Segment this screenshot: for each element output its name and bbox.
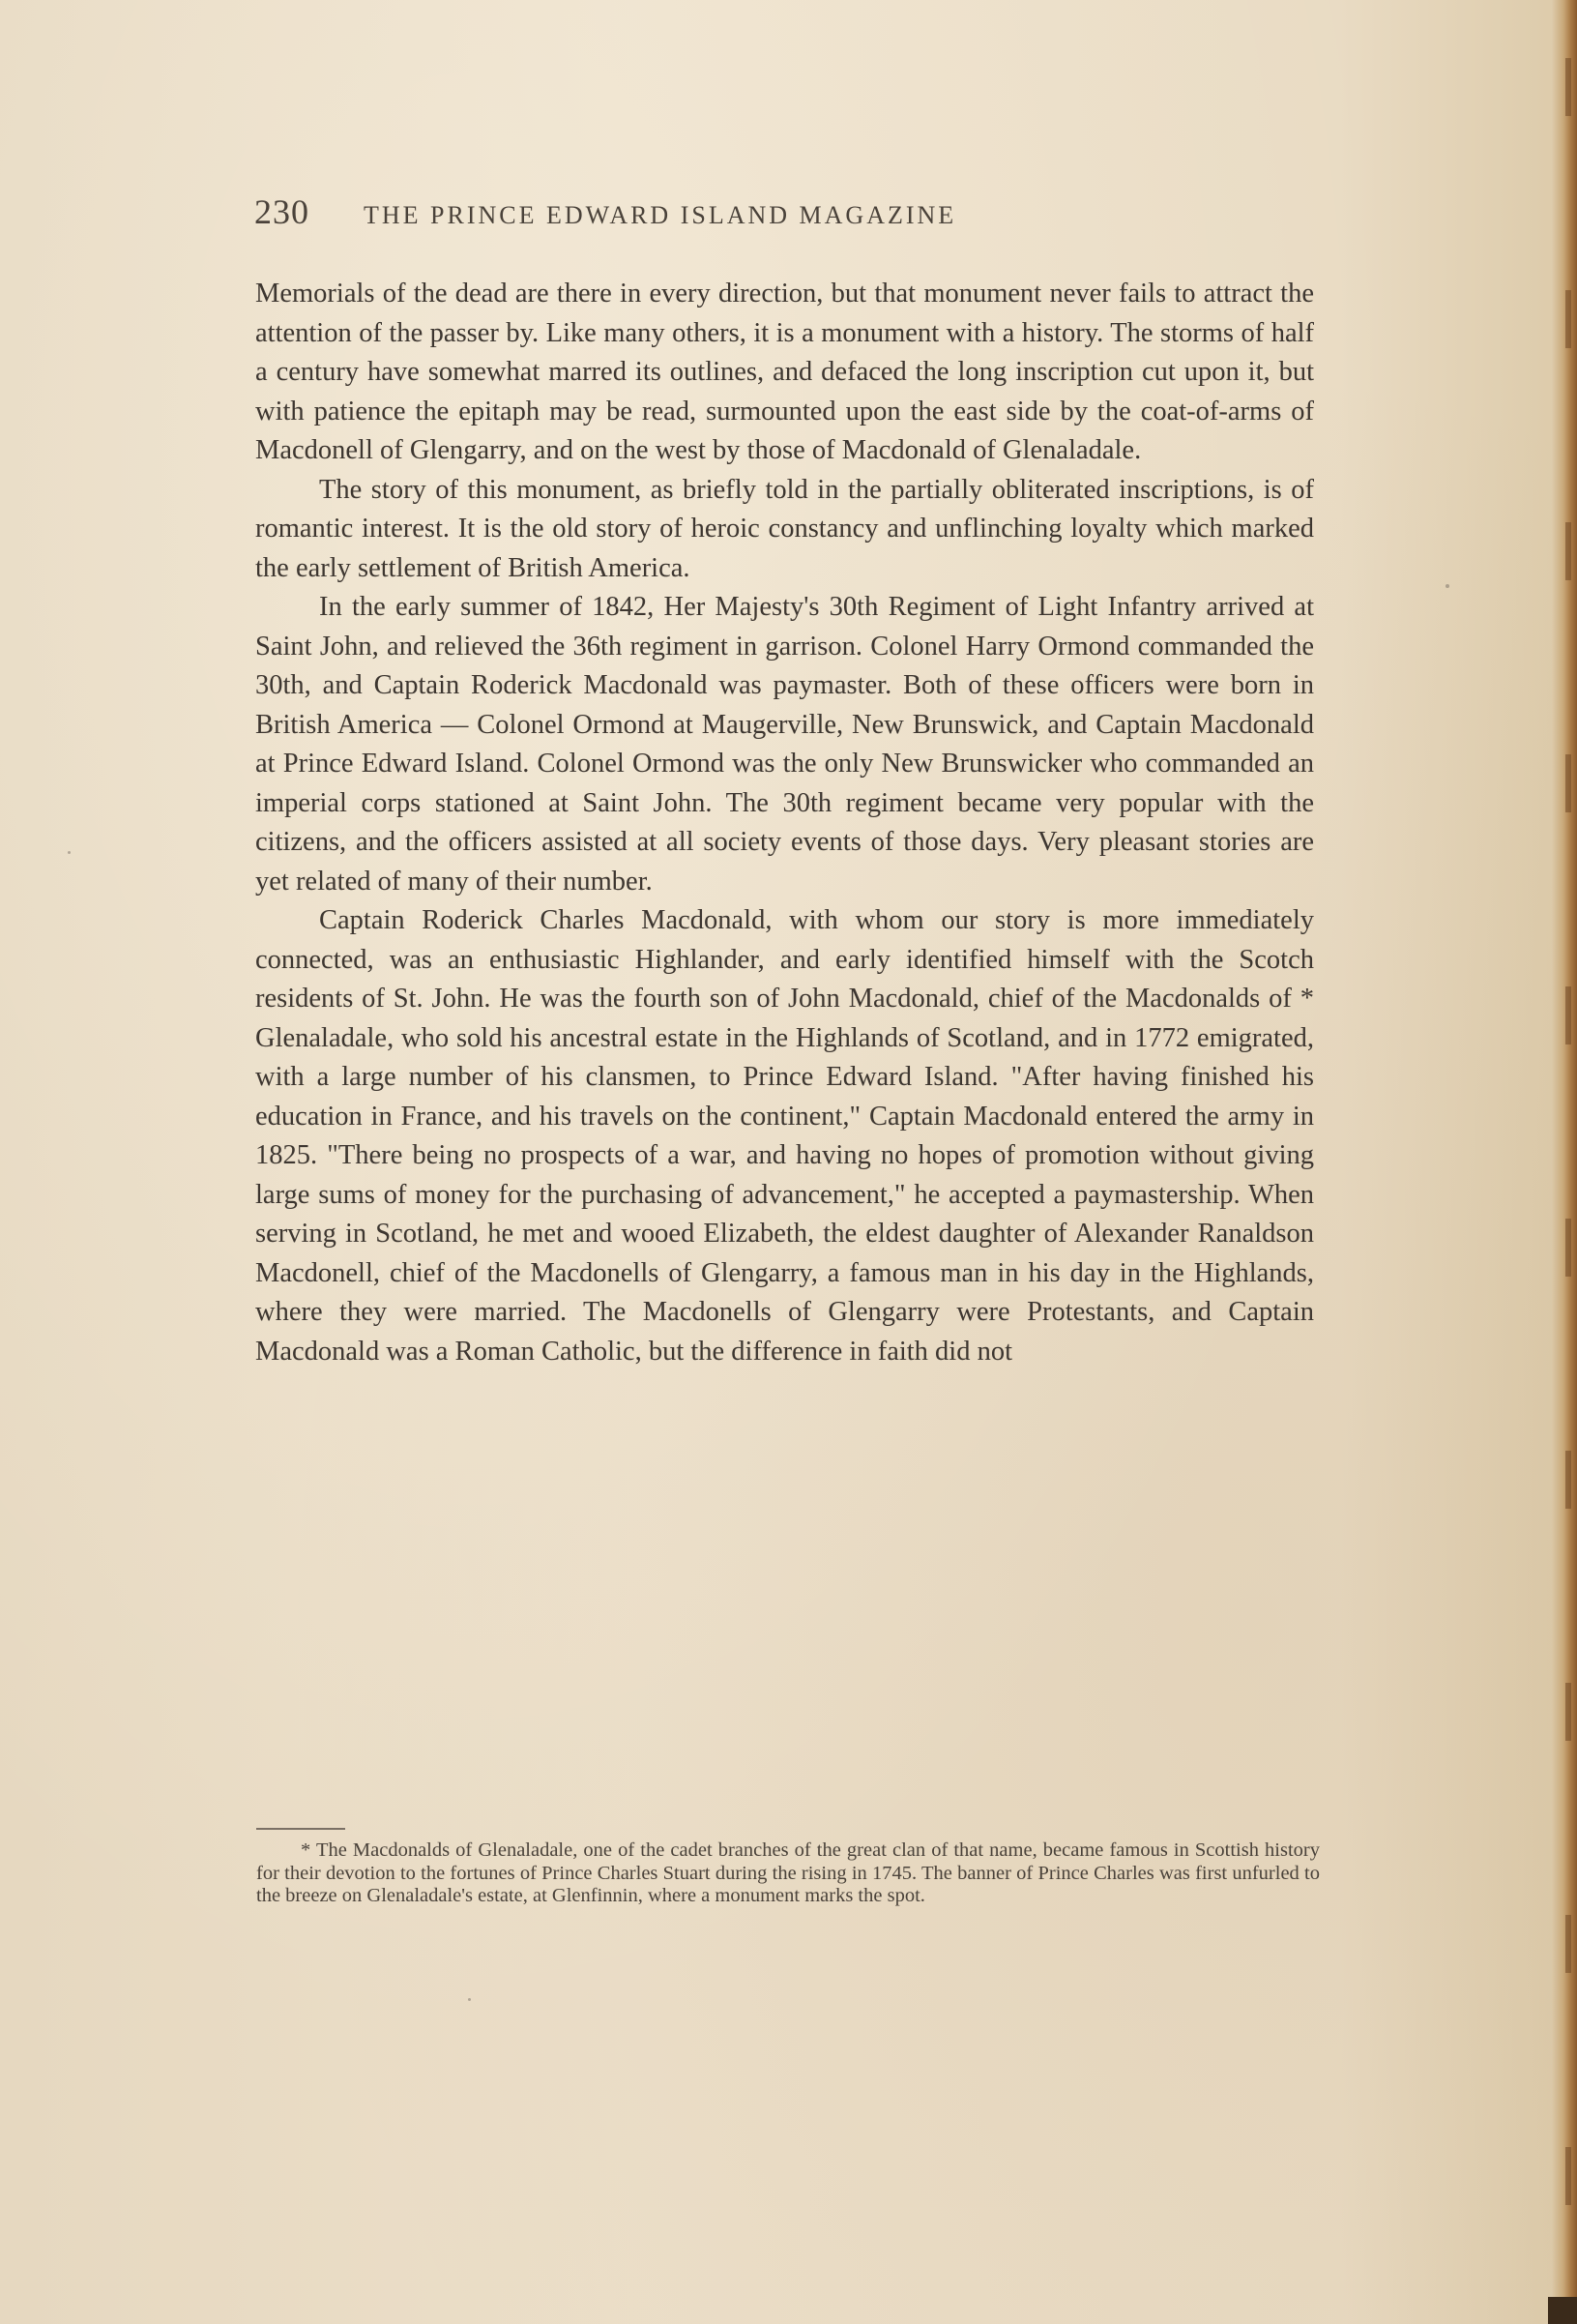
page-header (254, 191, 1318, 240)
paragraph: In the early summer of 1842, Her Majesty's 30th Regiment of Light Infantry arrived at Saint John, and relieved the 36th regiment in garrison. Colonel Harry Ormond commanded the 30th, and Captain Roderick Macdonald was paymaster. Both of these officers were born in British America — Colonel Ormond at Maugerville, New Brunswick, and Captain Macdonald at Prince Edward Island. Colonel Ormond was the only New Brunswicker who commanded an imperial corps stationed at Saint John. The 30th regiment became very popular with the citizens, and the officers assisted at all society events of those days. Very pleasant stories are yet related of many of their number. (255, 592, 1314, 897)
paper-speck (68, 851, 71, 854)
paper-speck (1446, 584, 1449, 588)
paper-speck (468, 1998, 471, 2001)
footnote: * The Macdonalds of Glenaladale, one of the cadet branches of the great clan of that name, became famous in Scottish history for their devotion to the fortunes of Prince Charles Stuart during the rising in 1745. The banner of Prince Charles was first unfurled to the breeze on Glenaladale's estate, at Glenfinnin, where a monument marks the spot. (256, 1839, 1320, 1906)
footnote-rule (256, 1828, 345, 1830)
page-number: 230 (254, 192, 309, 231)
paragraph: Captain Roderick Charles Macdonald, with whom our story is more immediately connected, was an enthusiastic Highlander, and early identified himself with the Scotch residents of St. John. He was the fourth son of John Macdonald, chief of the Macdonalds of * Glenaladale, who sold his ancestral estate in the Highlands of Scotland, and in 1772 emigrated, with a large number of his clansmen, to Prince Edward Island. "After having finished his education in France, and his travels on the continent," Captain Macdonald entered the army in 1825. "There being no prospects of a war, and having no hopes of promotion without giving large sums of money for the purchasing of advancement," he accepted a paymastership. When serving in Scotland, he met and wooed Elizabeth, the eldest daughter of Alexander Ranaldson Macdonell, chief of the Macdonells of Glengarry, a famous man in his day in the Highlands, where they were married. The Macdonells of Glengarry were Protestants, and Captain Macdonald was a Roman Catholic, but the difference in faith did not (255, 905, 1314, 1367)
page-corner-shadow (1548, 2297, 1577, 2324)
page-edge-stain (1565, 0, 1571, 2324)
paragraph: The story of this monument, as briefly told in the partially obliterated inscriptions, is of romantic interest. It is the old story of heroic constancy and unflinching loyalty which marked the early settlement of British America. (255, 474, 1314, 583)
page-edge-binding (1552, 0, 1577, 2324)
article-body (255, 275, 1314, 1371)
running-title: THE PRINCE EDWARD ISLAND MAGAZINE (364, 201, 957, 229)
paragraph: Memorials of the dead are there in every direction, but that monument never fails to attract the attention of the passer by. Like many others, it is a monument with a history. The storms of half a century have somewhat marred its outlines, and defaced the long inscription cut upon it, but with patience the epitaph may be read, surmounted upon the east side by the coat-of-arms of Macdonell of Glengarry, and on the west by those of Macdonald of Glenaladale. (255, 279, 1314, 465)
